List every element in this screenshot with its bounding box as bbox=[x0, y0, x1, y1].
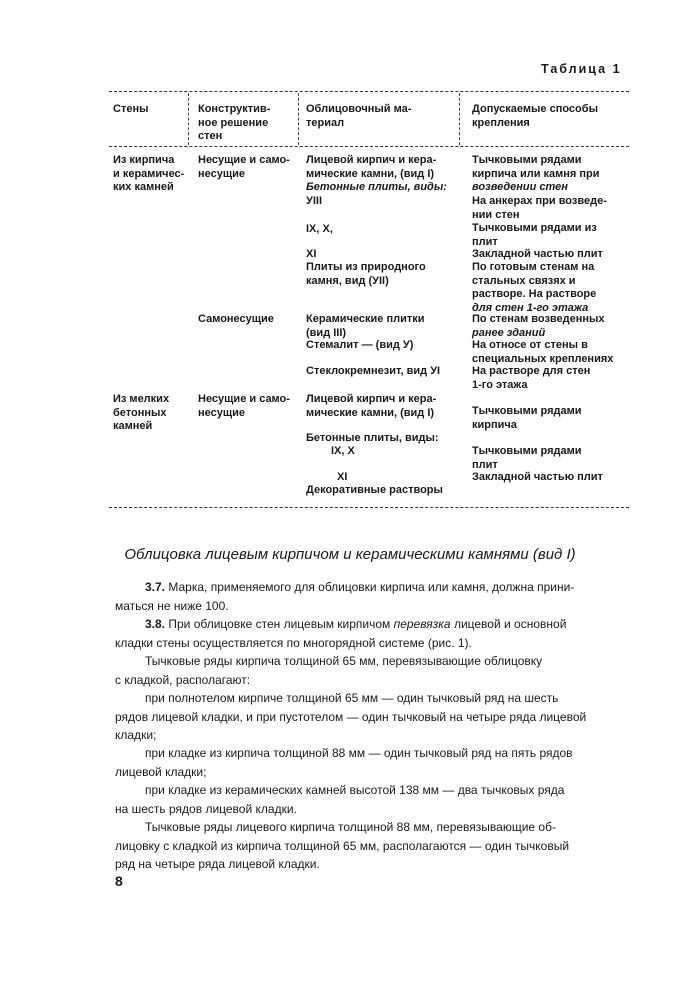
material-natural-stone: Плиты из природного камня, вид (УII) bbox=[306, 261, 426, 287]
paragraph-88mm-brick: при кладке из кирпича толщиной 88 мм — один тычковый ряд на пять рядов лицевой кладки; bbox=[115, 746, 573, 779]
construction-selfbearing: Самонесущие bbox=[198, 313, 274, 325]
material-facing-brick: Лицевой кирпич и кера- мические камни, (вид I) bbox=[306, 154, 437, 180]
header-construction: Конструктив- ное решение стен bbox=[198, 103, 271, 143]
fastening-slab-rows-2: Тычковыми рядами плит bbox=[472, 445, 582, 471]
table-col-divider bbox=[188, 93, 189, 145]
material-steklokremnezit: Стеклокремнезит, вид УI bbox=[306, 365, 441, 377]
construction-loadbearing: Несущие и само- несущие bbox=[198, 154, 290, 180]
material-type-xi: XI bbox=[306, 248, 317, 260]
material-stemalit: Стемалит — (вид У) bbox=[306, 339, 414, 351]
section-title: Облицовка лицевым кирпичом и керамическими камнями (вид I) bbox=[124, 546, 576, 563]
fastening-existing-walls: По стенам возведенных ранее зданий bbox=[472, 313, 605, 339]
material-concrete-slabs: Бетонные плиты, виды: bbox=[306, 181, 447, 193]
fastening-slab-rows: Тычковыми рядами из плит bbox=[472, 222, 597, 248]
fastening-brick-rows-2: Тычковыми рядами кирпича bbox=[472, 405, 582, 431]
paragraph-header-rows: Тычковые ряды кирпича толщиной 65 мм, перевязывающие облицовку с кладкой, располагают: bbox=[115, 654, 543, 687]
page-number: 8 bbox=[115, 873, 123, 889]
table-top-rule bbox=[109, 91, 629, 92]
paragraph-facing-brick-88: Тычковые ряды лицевого кирпича толщиной 88 мм, перевязывающие об- лицовку с кладкой из кирпича толщиной 65 мм, располагаются — один тычковый ряд на четыре ряда лицевой кладки. bbox=[115, 820, 570, 871]
header-material: Облицовочный ма- териал bbox=[306, 103, 412, 129]
material-type-viii: УIII bbox=[306, 195, 323, 207]
material-type-xi-2: XI bbox=[337, 471, 348, 483]
fastening-offset: На относе от стены в специальных креплениях bbox=[472, 339, 614, 365]
table-caption: Таблица 1 bbox=[541, 62, 622, 76]
paragraph-solid-brick: при полнотелом кирпиче толщиной 65 мм — один тычковый ряд на шесть рядов лицевой кладки, и при пустотелом — один тычковый на четыре ряда лицевой кладки; bbox=[115, 691, 587, 742]
paragraph-3-7: 3.7. Марка, применяемого для облицовки кирпича или камня, должна прини- маться не ниже 100. bbox=[115, 580, 575, 613]
material-facing-brick-2: Лицевой кирпич и кера- мические камни, (вид I) bbox=[306, 393, 437, 419]
header-walls: Стены bbox=[113, 103, 149, 115]
material-type-ix-x-2: IX, X bbox=[331, 445, 355, 457]
fastening-embedded-2: Закладной частью плит bbox=[472, 471, 603, 483]
material-ceramic-tiles: Керамические плитки (вид III) bbox=[306, 313, 425, 339]
header-fastening: Допускаемые способы крепления bbox=[472, 103, 598, 129]
fastening-steel-ties: По готовым стенам на стальных связях и растворе. На растворе для стен 1-го этажа bbox=[472, 261, 597, 314]
fastening-header-rows: Тычковыми рядами кирпича или камня при возведении стен bbox=[472, 154, 600, 194]
wall-type-brick: Из кирпича и керамичес- ких камней bbox=[113, 154, 185, 194]
fastening-embedded: Закладной частью плит bbox=[472, 248, 603, 260]
table-col-divider bbox=[459, 93, 460, 145]
wall-type-concrete-blocks: Из мелких бетонных камней bbox=[113, 393, 170, 433]
table-col-divider bbox=[298, 93, 299, 145]
material-concrete-slabs-2: Бетонные плиты, виды: bbox=[306, 432, 439, 444]
facing-materials-table bbox=[109, 91, 629, 511]
table-header-rule bbox=[109, 146, 629, 147]
table-bottom-rule bbox=[109, 507, 629, 508]
material-decorative-mortar: Декоративные растворы bbox=[306, 484, 443, 496]
paragraph-3-8: 3.8. При облицовке стен лицевым кирпичом перевязка лицевой и основной кладки стены осуществляется по многорядной системе (рис. 1). bbox=[115, 617, 567, 650]
fastening-anchors: На анкерах при возведе- нии стен bbox=[472, 195, 607, 221]
paragraph-ceramic-stones: при кладке из керамических камней высотой 138 мм — два тычковых ряда на шесть рядов лицевой кладки. bbox=[115, 783, 565, 816]
fastening-mortar-first-floor: На растворе для стен 1-го этажа bbox=[472, 365, 591, 391]
construction-loadbearing-2: Несущие и само- несущие bbox=[198, 393, 290, 419]
material-type-ix-x: IX, X, bbox=[306, 223, 333, 235]
